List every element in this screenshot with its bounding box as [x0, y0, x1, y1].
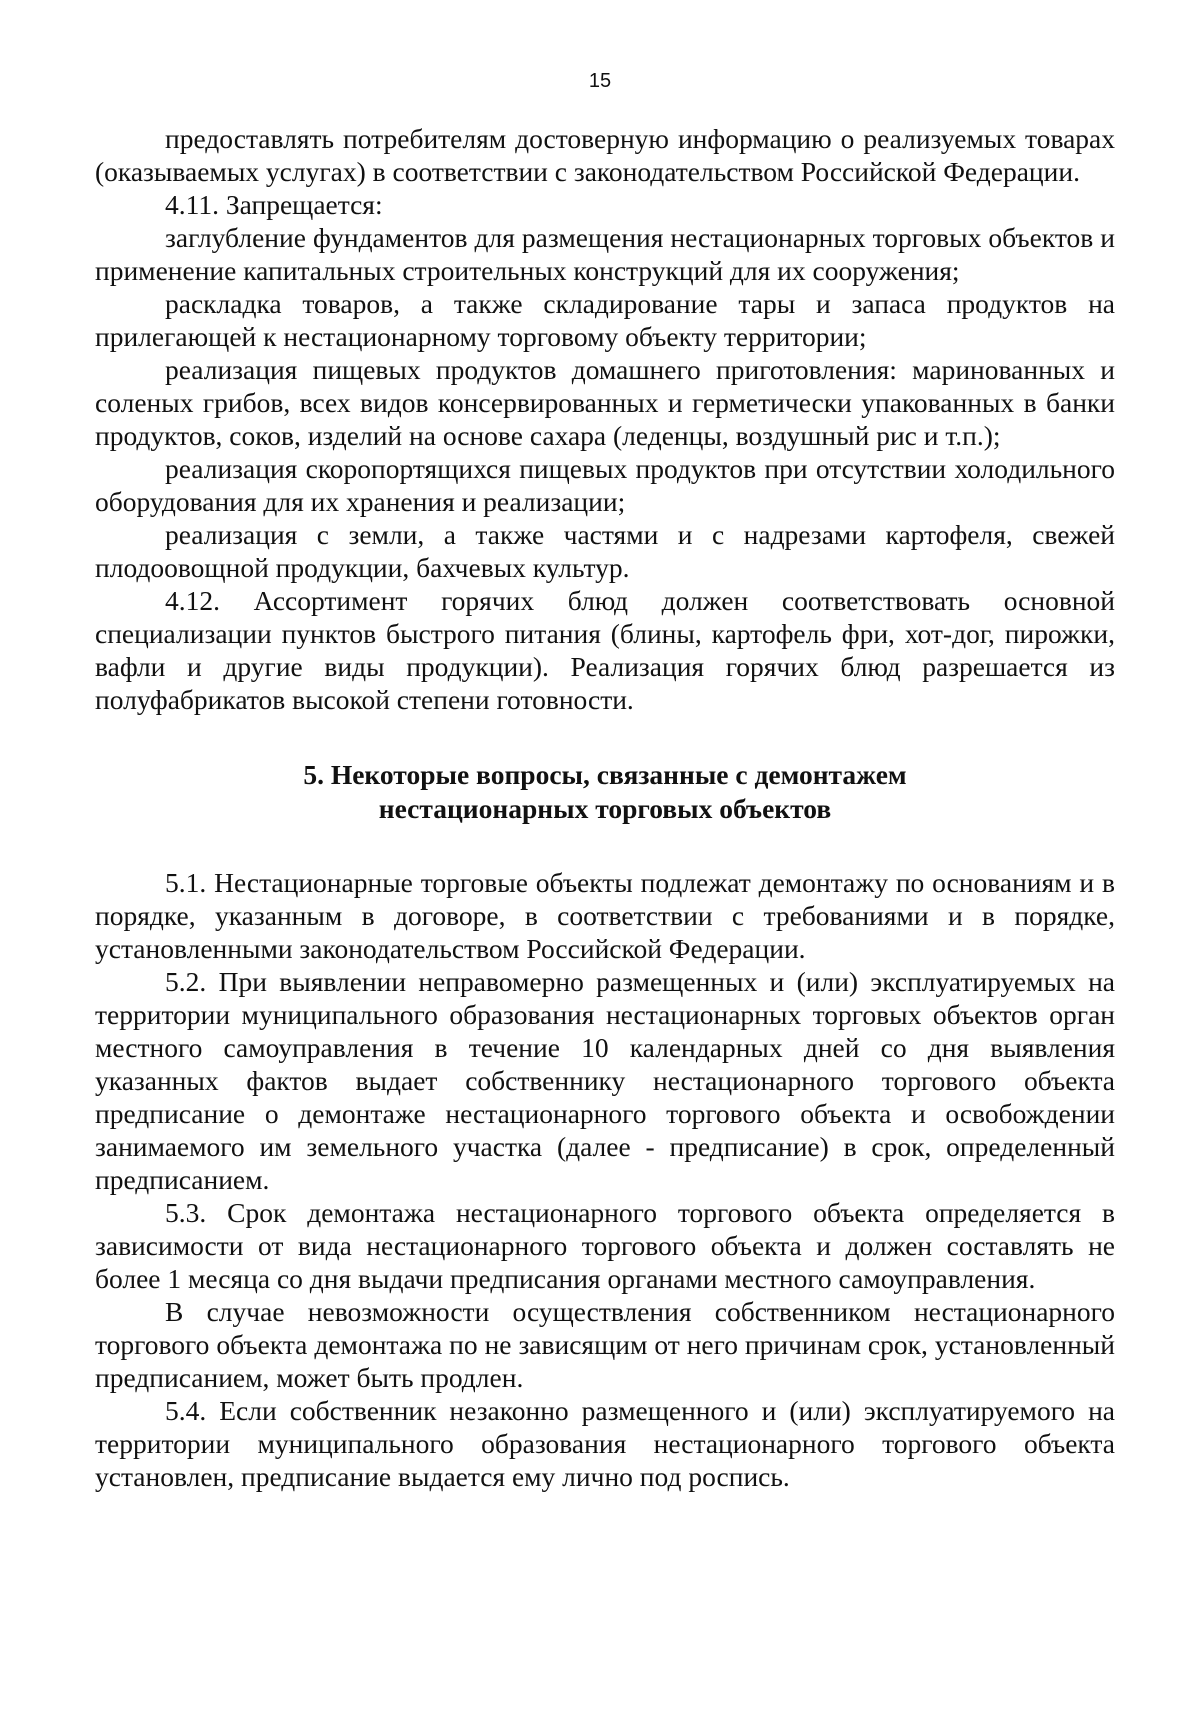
paragraph-5-3: 5.3. Срок демонтажа нестационарного торгового объекта определяется в зависимости от вида нестационарного торгового объекта и должен составлять не более 1 месяца со дня выдачи предписания органами местного самоуправления.	[95, 1197, 1115, 1294]
paragraph-4-12: 4.12. Ассортимент горячих блюд должен соответствовать основной специализации пунктов быстрого питания (блины, картофель фри, хот-дог, пирожки, вафли и другие виды продукции). Реализация горячих блюд разрешается из полуфабрикатов высокой степени готовности.	[95, 585, 1115, 715]
page-number: 15	[588, 70, 612, 92]
paragraph-5-4: 5.4. Если собственник незаконно размещенного и (или) эксплуатируемого на территории муниципального образования нестационарного торгового объекта установлен, предписание выдается ему лично под роспись.	[95, 1395, 1115, 1492]
paragraph-5-2: 5.2. При выявлении неправомерно размещенных и (или) эксплуатируемых на территории муниципального образования нестационарных торговых объектов орган местного самоуправления в течение 10 календарных дней со дня выявления указанных фактов выдает собственнику нестационарного торгового объекта предписание о демонтаже нестационарного торгового объекта и освобождении занимаемого им земельного участка (далее - предписание) в срок, определенный предписанием.	[95, 966, 1115, 1195]
paragraph-extension: В случае невозможности осуществления собственником нестационарного торгового объекта демонтажа по не зависящим от него причинам срок, установленный предписанием, может быть продлен.	[95, 1296, 1115, 1393]
section-5-heading-line2: нестационарных торговых объектов	[378, 793, 832, 824]
paragraph-4-11: 4.11. Запрещается:	[165, 189, 383, 220]
section-5-heading-line1: 5. Некоторые вопросы, связанные с демонтажем	[303, 759, 907, 790]
paragraph-foundations: заглубление фундаментов для размещения нестационарных торговых объектов и применение капитальных строительных конструкций для их сооружения;	[95, 222, 1115, 286]
paragraph-goods-layout: раскладка товаров, а также складирование тары и запаса продуктов на прилегающей к нестационарному торговому объекту территории;	[95, 288, 1115, 352]
paragraph-ground-sales: реализация с земли, а также частями и с надрезами картофеля, свежей плодоовощной продукции, бахчевых культур.	[95, 519, 1115, 583]
document-body	[95, 122, 1115, 1493]
paragraph-consumer-info: предоставлять потребителям достоверную информацию о реализуемых товарах (оказываемых услугах) в соответствии с законодательством Российской Федерации.	[95, 123, 1115, 187]
paragraph-perishables: реализация скоропортящихся пищевых продуктов при отсутствии холодильного оборудования для их хранения и реализации;	[95, 453, 1115, 517]
section-5-heading	[95, 758, 1115, 826]
paragraph-homemade-food: реализация пищевых продуктов домашнего приготовления: маринованных и соленых грибов, всех видов консервированных и герметически упакованных в банки продуктов, соков, изделий на основе сахара (леденцы, воздушный рис и т.п.);	[95, 354, 1115, 451]
paragraph-5-1: 5.1. Нестационарные торговые объекты подлежат демонтажу по основаниям и в порядке, указанным в договоре, в соответствии с требованиями и в порядке, установленными законодательством Российской Федерации.	[95, 867, 1115, 964]
